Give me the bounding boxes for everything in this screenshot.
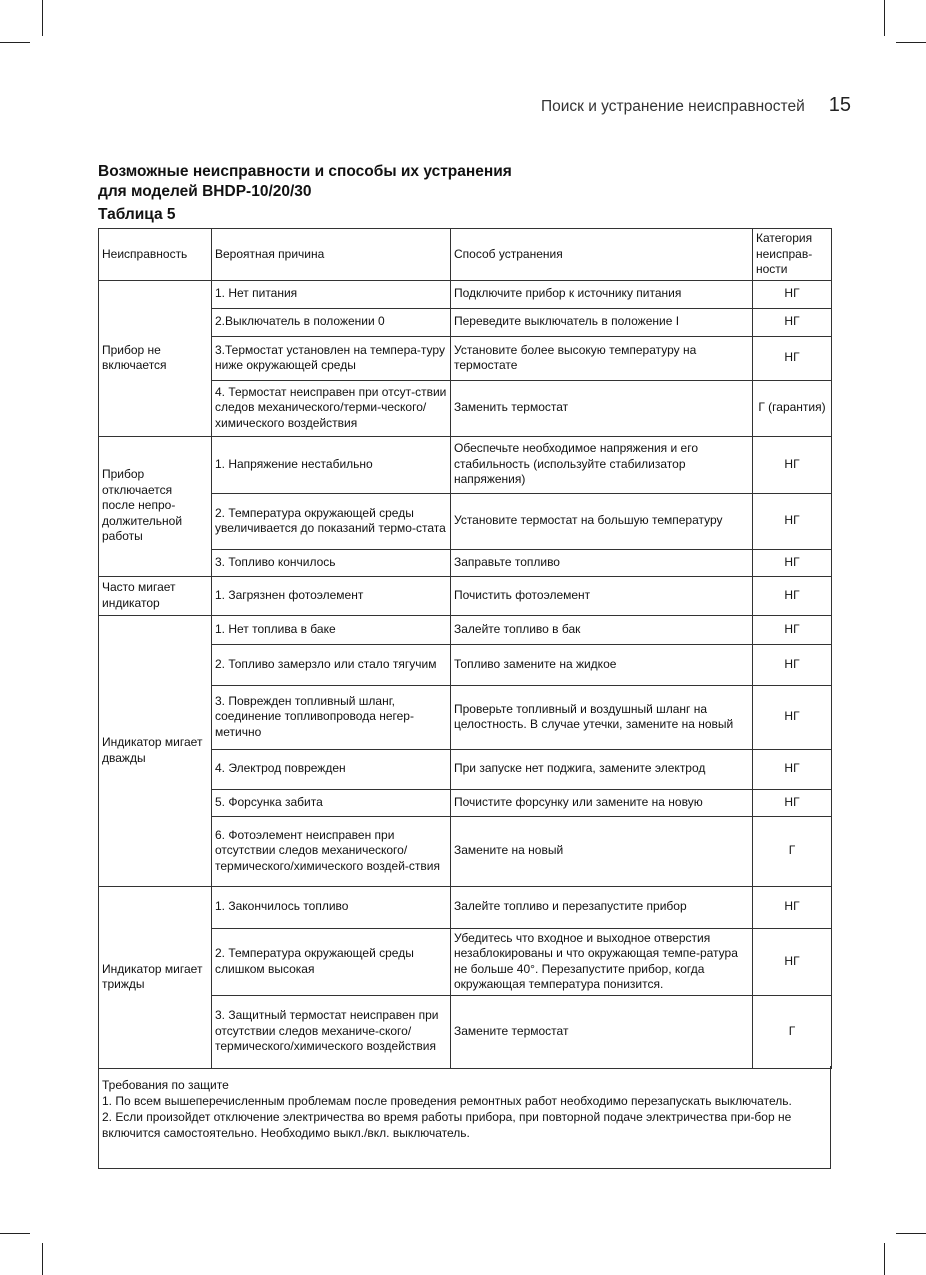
notes-title: Требования по защите: [102, 1078, 229, 1092]
column-header: Способ устранения: [451, 229, 753, 281]
cause-cell: 1. Нет топлива в баке: [212, 615, 451, 644]
notes-item: 1. По всем вышеперечисленным проблемам после проведения ремонтных работ необходимо перезапускать выключатель.: [102, 1094, 792, 1108]
table-row: [99, 615, 832, 644]
table-header-row: [99, 229, 832, 281]
solution-cell: Топливо замените на жидкое: [451, 644, 753, 685]
cause-cell: 2.Выключатель в положении 0: [212, 308, 451, 336]
category-cell: НГ: [753, 886, 832, 928]
category-cell: НГ: [753, 436, 832, 493]
solution-cell: Заправьте топливо: [451, 549, 753, 576]
column-header: Вероятная причина: [212, 229, 451, 281]
crop-mark: [42, 1243, 43, 1275]
page-header: [541, 94, 851, 117]
solution-cell: Проверьте топливный и воздушный шланг на целостность. В случае утечки, замените на новый: [451, 685, 753, 749]
cause-cell: 3. Поврежден топливный шланг, соединение топливопровода негер-метично: [212, 685, 451, 749]
cause-cell: 2. Температура окружающей среды слишком высокая: [212, 928, 451, 995]
category-cell: НГ: [753, 644, 832, 685]
category-cell: НГ: [753, 685, 832, 749]
crop-mark: [0, 1233, 30, 1234]
fault-cell: Индикатор мигает трижды: [99, 886, 212, 1068]
category-cell: Г: [753, 995, 832, 1068]
category-cell: НГ: [753, 549, 832, 576]
crop-mark: [896, 1233, 926, 1234]
table-row: [99, 436, 832, 493]
cause-cell: 5. Форсунка забита: [212, 789, 451, 816]
troubleshooting-table: [98, 228, 832, 1069]
category-cell: НГ: [753, 789, 832, 816]
cause-cell: 4. Электрод поврежден: [212, 749, 451, 789]
solution-cell: Установите термостат на большую температуру: [451, 493, 753, 549]
notes-item: 2. Если произойдет отключение электричества во время работы прибора, при повторной подаче электричества при-бор не включится самостоятельно. Необходимо выкл./вкл. выключатель.: [102, 1110, 792, 1140]
crop-mark: [884, 1243, 885, 1275]
table-label: Таблица 5: [98, 206, 176, 223]
fault-cell: Часто мигает индикатор: [99, 576, 212, 615]
category-cell: НГ: [753, 749, 832, 789]
fault-cell: Индикатор мигает дважды: [99, 615, 212, 886]
solution-cell: Убедитесь что входное и выходное отверстия незаблокированы и что окружающая темпе-ратура не больше 40°. Перезапустите прибор, когда окружающая температура понизится.: [451, 928, 753, 995]
cause-cell: 3.Термостат установлен на темпера-туру ниже окружающей среды: [212, 336, 451, 380]
heading-line: Возможные неисправности и способы их устранения: [98, 163, 512, 180]
solution-cell: Переведите выключатель в положение I: [451, 308, 753, 336]
crop-mark: [896, 42, 926, 43]
cause-cell: 6. Фотоэлемент неисправен при отсутствии следов механического/ термического/химического воздей-ствия: [212, 816, 451, 886]
category-cell: Г: [753, 816, 832, 886]
solution-cell: Залейте топливо и перезапустите прибор: [451, 886, 753, 928]
table-row: [99, 576, 832, 615]
solution-cell: Установите более высокую температуру на термостате: [451, 336, 753, 380]
solution-cell: Обеспечьте необходимое напряжения и его стабильность (используйте стабилизатор напряжения): [451, 436, 753, 493]
crop-mark: [42, 0, 43, 36]
cause-cell: 2. Температура окружающей среды увеличивается до показаний термо-стата: [212, 493, 451, 549]
cause-cell: 1. Напряжение нестабильно: [212, 436, 451, 493]
crop-mark: [0, 42, 30, 43]
category-cell: НГ: [753, 493, 832, 549]
cause-cell: 3. Топливо кончилось: [212, 549, 451, 576]
table-row: [99, 280, 832, 308]
solution-cell: Подключите прибор к источнику питания: [451, 280, 753, 308]
solution-cell: Залейте топливо в бак: [451, 615, 753, 644]
heading-line: для моделей BHDP-10/20/30: [98, 183, 312, 200]
solution-cell: Замените на новый: [451, 816, 753, 886]
fault-cell: Прибор отключается после непро-должительной работы: [99, 436, 212, 576]
category-cell: НГ: [753, 336, 832, 380]
column-header: Неисправность: [99, 229, 212, 281]
page-number: 15: [828, 94, 851, 116]
cause-cell: 1. Закончилось топливо: [212, 886, 451, 928]
fault-cell: Прибор не включается: [99, 280, 212, 436]
cause-cell: 4. Термостат неисправен при отсут-ствии следов механического/терми-ческого/химического воздействия: [212, 380, 451, 436]
solution-cell: Почистите форсунку или замените на новую: [451, 789, 753, 816]
solution-cell: Заменить термостат: [451, 380, 753, 436]
category-cell: Г (гарантия): [753, 380, 832, 436]
solution-cell: Замените термостат: [451, 995, 753, 1068]
category-cell: НГ: [753, 280, 832, 308]
crop-mark: [884, 0, 885, 36]
solution-cell: Почистить фотоэлемент: [451, 576, 753, 615]
category-cell: НГ: [753, 615, 832, 644]
category-cell: НГ: [753, 308, 832, 336]
section-title: Поиск и устранение неисправностей: [540, 98, 805, 115]
cause-cell: 2. Топливо замерзло или стало тягучим: [212, 644, 451, 685]
cause-cell: 3. Защитный термостат неисправен при отсутствии следов механиче-ского/термического/химического воздействия: [212, 995, 451, 1068]
category-cell: НГ: [753, 928, 832, 995]
table-row: [99, 886, 832, 928]
cause-cell: 1. Нет питания: [212, 280, 451, 308]
solution-cell: При запуске нет поджига, замените электрод: [451, 749, 753, 789]
column-header: Категория неисправ-ности: [753, 229, 832, 281]
page-heading: [98, 162, 512, 202]
category-cell: НГ: [753, 576, 832, 615]
protection-notes: [98, 1066, 831, 1169]
cause-cell: 1. Загрязнен фотоэлемент: [212, 576, 451, 615]
